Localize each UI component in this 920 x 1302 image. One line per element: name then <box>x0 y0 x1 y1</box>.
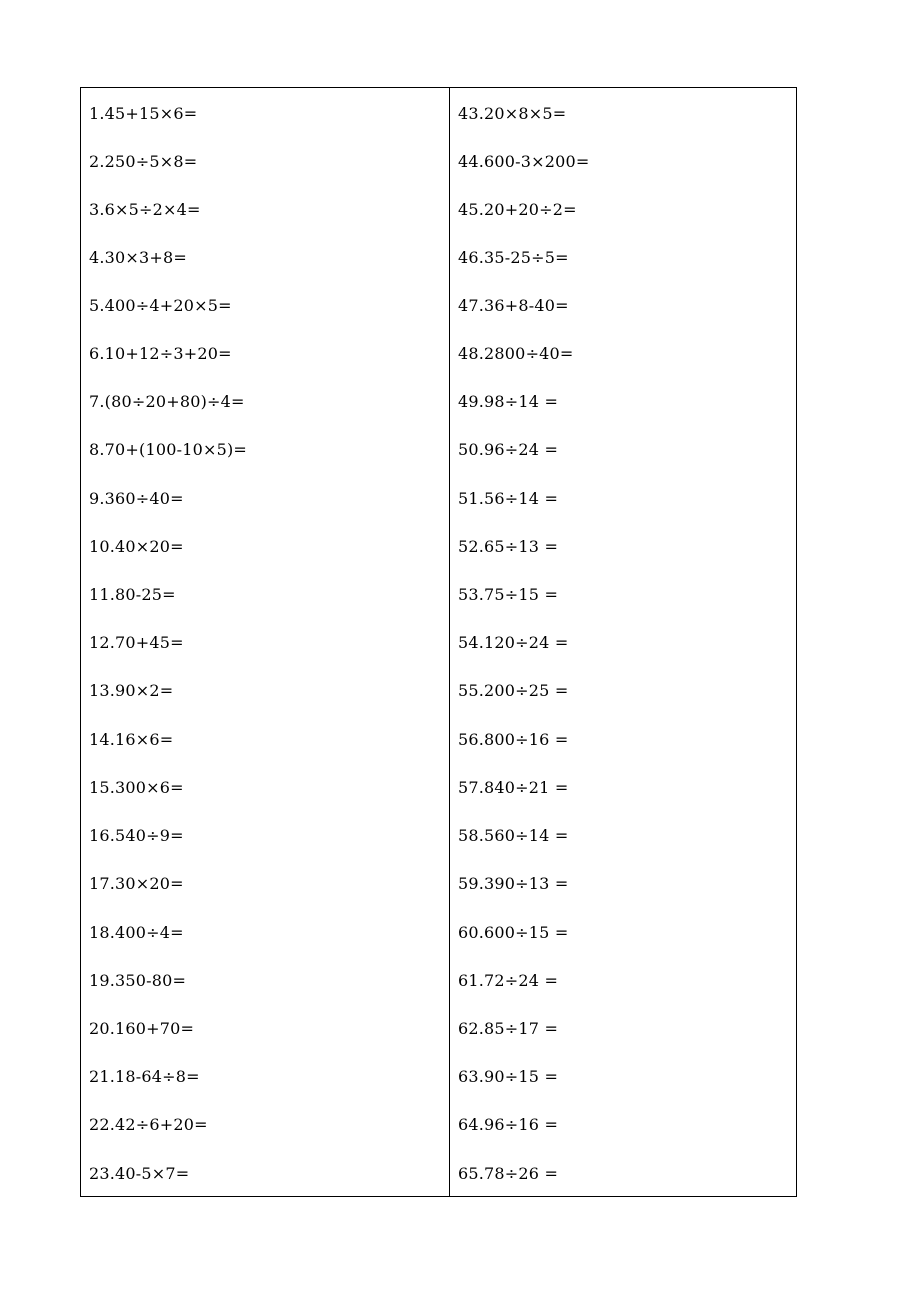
problem-47: 47.36+8-40= <box>458 296 569 315</box>
problem-46: 46.35-25÷5= <box>458 248 569 267</box>
problem-17: 17.30×20= <box>89 874 184 893</box>
problem-63: 63.90÷15 = <box>458 1067 559 1086</box>
problem-20: 20.160+70= <box>89 1019 195 1038</box>
problem-10: 10.40×20= <box>89 537 184 556</box>
problem-61: 61.72÷24 = <box>458 971 559 990</box>
right-column <box>450 88 796 1196</box>
problem-55: 55.200÷25 = <box>458 681 569 700</box>
problem-6: 6.10+12÷3+20= <box>89 344 232 363</box>
problem-4: 4.30×3+8= <box>89 248 188 267</box>
problem-49: 49.98÷14 = <box>458 392 559 411</box>
problem-11: 11.80-25= <box>89 585 176 604</box>
problem-13: 13.90×2= <box>89 681 174 700</box>
problem-16: 16.540÷9= <box>89 826 184 845</box>
problem-5: 5.400÷4+20×5= <box>89 296 232 315</box>
problem-19: 19.350-80= <box>89 971 187 990</box>
problem-44: 44.600-3×200= <box>458 152 590 171</box>
problem-53: 53.75÷15 = <box>458 585 559 604</box>
problem-22: 22.42÷6+20= <box>89 1115 208 1134</box>
problem-48: 48.2800÷40= <box>458 344 574 363</box>
problem-7: 7.(80÷20+80)÷4= <box>89 392 245 411</box>
problem-23: 23.40-5×7= <box>89 1164 190 1183</box>
problem-14: 14.16×6= <box>89 730 174 749</box>
problem-57: 57.840÷21 = <box>458 778 569 797</box>
problem-58: 58.560÷14 = <box>458 826 569 845</box>
problem-15: 15.300×6= <box>89 778 184 797</box>
problem-12: 12.70+45= <box>89 633 184 652</box>
problem-45: 45.20+20÷2= <box>458 200 577 219</box>
problem-9: 9.360÷40= <box>89 489 184 508</box>
worksheet-table <box>80 87 797 1197</box>
problem-2: 2.250÷5×8= <box>89 152 198 171</box>
left-column <box>81 88 450 1196</box>
problem-52: 52.65÷13 = <box>458 537 559 556</box>
problem-62: 62.85÷17 = <box>458 1019 559 1038</box>
problem-59: 59.390÷13 = <box>458 874 569 893</box>
problem-50: 50.96÷24 = <box>458 440 559 459</box>
problem-51: 51.56÷14 = <box>458 489 559 508</box>
problem-60: 60.600÷15 = <box>458 923 569 942</box>
problem-56: 56.800÷16 = <box>458 730 569 749</box>
problem-64: 64.96÷16 = <box>458 1115 559 1134</box>
problem-1: 1.45+15×6= <box>89 104 198 123</box>
problem-54: 54.120÷24 = <box>458 633 569 652</box>
problem-21: 21.18-64÷8= <box>89 1067 200 1086</box>
problem-65: 65.78÷26 = <box>458 1164 559 1183</box>
problem-8: 8.70+(100-10×5)= <box>89 440 248 459</box>
problem-43: 43.20×8×5= <box>458 104 567 123</box>
problem-3: 3.6×5÷2×4= <box>89 200 201 219</box>
problem-18: 18.400÷4= <box>89 923 184 942</box>
